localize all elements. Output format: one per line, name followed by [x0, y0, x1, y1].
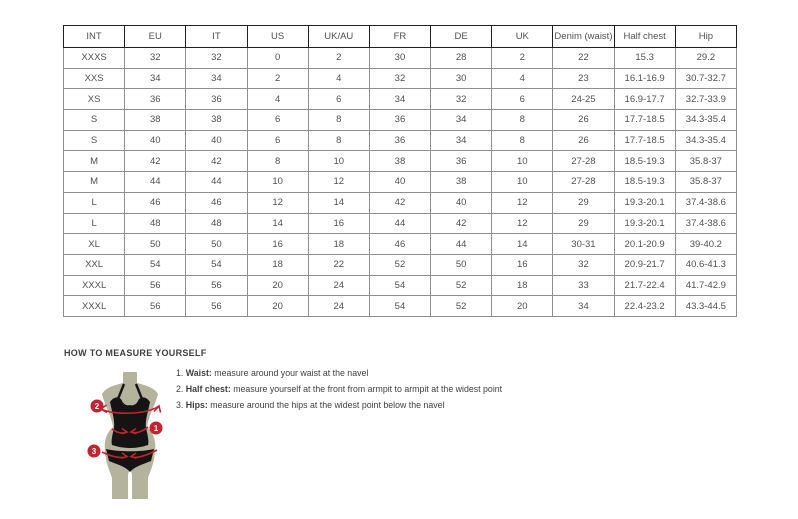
table-cell: 28 — [431, 48, 492, 69]
measure-instruction — [176, 401, 502, 410]
table-cell: 52 — [431, 275, 492, 296]
table-cell: 34 — [186, 68, 247, 89]
table-cell: 46 — [125, 192, 186, 213]
table-cell: 38 — [369, 151, 430, 172]
table-cell: 20.1-20.9 — [614, 234, 675, 255]
table-row — [64, 48, 737, 69]
table-row — [64, 110, 737, 131]
table-cell: 44 — [125, 172, 186, 193]
table-cell: 30-31 — [553, 234, 614, 255]
table-row — [64, 68, 737, 89]
marker-number-1: 1 — [153, 424, 159, 433]
table-row — [64, 192, 737, 213]
table-cell: 16 — [492, 254, 553, 275]
table-cell: 40 — [186, 130, 247, 151]
table-cell: 36 — [186, 89, 247, 110]
table-cell: 10 — [247, 172, 308, 193]
table-cell: 19.3-20.1 — [614, 192, 675, 213]
table-cell: 50 — [431, 254, 492, 275]
table-cell: 39-40.2 — [675, 234, 736, 255]
table-cell: 40 — [369, 172, 430, 193]
table-cell: 16.1-16.9 — [614, 68, 675, 89]
table-row — [64, 151, 737, 172]
table-cell: 27-28 — [553, 172, 614, 193]
table-cell: 35.8-37 — [675, 151, 736, 172]
table-cell: 20 — [247, 296, 308, 317]
table-cell: 54 — [369, 275, 430, 296]
table-cell: 12 — [247, 192, 308, 213]
instruction-number: 3. — [176, 400, 186, 410]
table-cell: XXS — [64, 68, 125, 89]
table-cell: 34 — [553, 296, 614, 317]
table-cell: 16.9-17.7 — [614, 89, 675, 110]
measure-marker-hips — [88, 445, 101, 458]
table-cell: 22 — [553, 48, 614, 69]
table-cell: M — [64, 172, 125, 193]
instruction-text: measure around the hips at the widest point below the navel — [207, 400, 445, 410]
table-cell: 56 — [186, 296, 247, 317]
column-header: DE — [431, 26, 492, 48]
table-cell: 2 — [308, 48, 369, 69]
table-cell: 18 — [247, 254, 308, 275]
table-cell: 2 — [492, 48, 553, 69]
column-header: UK — [492, 26, 553, 48]
table-cell: 10 — [308, 151, 369, 172]
table-cell: 32 — [125, 48, 186, 69]
table-cell: 37.4-38.6 — [675, 192, 736, 213]
table-cell: 6 — [308, 89, 369, 110]
table-cell: 26 — [553, 110, 614, 131]
table-header-row — [64, 26, 737, 48]
table-cell: 32 — [431, 89, 492, 110]
table-cell: XXXL — [64, 275, 125, 296]
table-cell: 2 — [247, 68, 308, 89]
size-chart-body — [64, 48, 737, 317]
table-cell: 54 — [369, 296, 430, 317]
column-header: INT — [64, 26, 125, 48]
measure-instructions — [176, 369, 502, 417]
table-cell: 6 — [492, 89, 553, 110]
mannequin-figure — [84, 372, 166, 500]
table-cell: 40.6-41.3 — [675, 254, 736, 275]
table-cell: 22 — [308, 254, 369, 275]
size-chart-header — [64, 26, 737, 48]
table-cell: 56 — [186, 275, 247, 296]
table-cell: 14 — [247, 213, 308, 234]
table-cell: 10 — [492, 151, 553, 172]
table-cell: 41.7-42.9 — [675, 275, 736, 296]
table-row — [64, 234, 737, 255]
table-cell: 38 — [125, 110, 186, 131]
table-cell: 42 — [125, 151, 186, 172]
table-cell: 16 — [308, 213, 369, 234]
table-cell: 14 — [308, 192, 369, 213]
column-header: Half chest — [614, 26, 675, 48]
table-cell: 44 — [369, 213, 430, 234]
table-cell: 36 — [369, 130, 430, 151]
column-header: FR — [369, 26, 430, 48]
table-cell: 6 — [247, 110, 308, 131]
table-cell: 30 — [369, 48, 430, 69]
table-cell: 56 — [125, 275, 186, 296]
table-cell: 42 — [186, 151, 247, 172]
table-row — [64, 254, 737, 275]
instruction-text: measure yourself at the front from armpit to armpit at the widest point — [230, 384, 503, 394]
table-cell: XS — [64, 89, 125, 110]
table-cell: XL — [64, 234, 125, 255]
table-cell: 17.7-18.5 — [614, 110, 675, 131]
table-cell: 24-25 — [553, 89, 614, 110]
table-cell: 12 — [492, 213, 553, 234]
table-cell: 24 — [308, 296, 369, 317]
table-cell: 43.3-44.5 — [675, 296, 736, 317]
table-cell: 35.8-37 — [675, 172, 736, 193]
table-cell: XXL — [64, 254, 125, 275]
how-to-measure-title: HOW TO MEASURE YOURSELF — [64, 348, 207, 358]
table-cell: 44 — [186, 172, 247, 193]
table-cell: 46 — [186, 192, 247, 213]
table-row — [64, 130, 737, 151]
table-cell: 18 — [308, 234, 369, 255]
instruction-number: 1. — [176, 368, 186, 378]
table-cell: 30.7-32.7 — [675, 68, 736, 89]
instruction-label: Hips: — [185, 400, 208, 410]
table-cell: 18.5-19.3 — [614, 151, 675, 172]
table-cell: 42 — [369, 192, 430, 213]
table-cell: 34 — [431, 130, 492, 151]
table-cell: 14 — [492, 234, 553, 255]
table-cell: 50 — [125, 234, 186, 255]
table-cell: 32 — [553, 254, 614, 275]
table-cell: 38 — [186, 110, 247, 131]
table-cell: 27-28 — [553, 151, 614, 172]
table-row — [64, 275, 737, 296]
table-cell: 8 — [308, 110, 369, 131]
table-cell: 42 — [431, 213, 492, 234]
table-cell: 29 — [553, 192, 614, 213]
column-header: IT — [186, 26, 247, 48]
table-cell: 34 — [431, 110, 492, 131]
table-cell: 44 — [431, 234, 492, 255]
measure-instruction — [176, 369, 502, 378]
table-cell: S — [64, 130, 125, 151]
table-cell: 32 — [369, 68, 430, 89]
table-cell: 4 — [247, 89, 308, 110]
table-cell: 26 — [553, 130, 614, 151]
table-cell: 16 — [247, 234, 308, 255]
table-cell: 52 — [431, 296, 492, 317]
table-cell: 12 — [492, 192, 553, 213]
measure-instruction — [176, 385, 502, 394]
table-cell: 46 — [369, 234, 430, 255]
table-cell: 8 — [492, 110, 553, 131]
table-cell: 15.3 — [614, 48, 675, 69]
table-cell: 34.3-35.4 — [675, 110, 736, 131]
table-cell: 23 — [553, 68, 614, 89]
table-cell: 36 — [369, 110, 430, 131]
table-cell: 18.5-19.3 — [614, 172, 675, 193]
table-cell: S — [64, 110, 125, 131]
table-cell: 29 — [553, 213, 614, 234]
column-header: US — [247, 26, 308, 48]
table-cell: 17.7-18.5 — [614, 130, 675, 151]
table-cell: 10 — [492, 172, 553, 193]
instruction-label: Waist: — [185, 368, 212, 378]
marker-number-3: 3 — [91, 447, 97, 456]
column-header: Hip — [675, 26, 736, 48]
marker-number-2: 2 — [94, 402, 100, 411]
instruction-number: 2. — [176, 384, 186, 394]
table-cell: XXXS — [64, 48, 125, 69]
table-cell: 30 — [431, 68, 492, 89]
table-cell: 20.9-21.7 — [614, 254, 675, 275]
table-cell: 22.4-23.2 — [614, 296, 675, 317]
table-cell: 8 — [492, 130, 553, 151]
table-cell: 48 — [186, 213, 247, 234]
table-cell: 54 — [186, 254, 247, 275]
table-cell: 50 — [186, 234, 247, 255]
table-cell: 0 — [247, 48, 308, 69]
instruction-text: measure around your waist at the navel — [211, 368, 369, 378]
table-cell: 34 — [369, 89, 430, 110]
table-cell: 20 — [247, 275, 308, 296]
table-cell: 4 — [308, 68, 369, 89]
table-cell: 40 — [431, 192, 492, 213]
table-cell: 38 — [431, 172, 492, 193]
table-cell: 32.7-33.9 — [675, 89, 736, 110]
table-cell: 21.7-22.4 — [614, 275, 675, 296]
table-cell: 32 — [186, 48, 247, 69]
table-cell: L — [64, 192, 125, 213]
table-cell: 37.4-38.6 — [675, 213, 736, 234]
table-cell: 6 — [247, 130, 308, 151]
table-row — [64, 296, 737, 317]
size-chart-table — [63, 25, 737, 317]
table-cell: 4 — [492, 68, 553, 89]
table-row — [64, 89, 737, 110]
table-cell: 19.3-20.1 — [614, 213, 675, 234]
table-cell: 20 — [492, 296, 553, 317]
table-cell: 8 — [247, 151, 308, 172]
table-cell: 18 — [492, 275, 553, 296]
column-header: EU — [125, 26, 186, 48]
table-cell: 56 — [125, 296, 186, 317]
table-cell: 34 — [125, 68, 186, 89]
table-cell: XXXL — [64, 296, 125, 317]
instruction-label: Half chest: — [185, 384, 231, 394]
column-header: UK/AU — [308, 26, 369, 48]
table-row — [64, 172, 737, 193]
table-cell: L — [64, 213, 125, 234]
table-cell: 34.3-35.4 — [675, 130, 736, 151]
table-cell: 54 — [125, 254, 186, 275]
table-cell: 8 — [308, 130, 369, 151]
table-row — [64, 213, 737, 234]
column-header: Denim (waist) — [553, 26, 614, 48]
table-cell: 52 — [369, 254, 430, 275]
table-cell: M — [64, 151, 125, 172]
table-cell: 12 — [308, 172, 369, 193]
table-cell: 40 — [125, 130, 186, 151]
table-cell: 33 — [553, 275, 614, 296]
mannequin-illustration — [84, 372, 166, 500]
table-cell: 29.2 — [675, 48, 736, 69]
table-cell: 36 — [431, 151, 492, 172]
table-cell: 48 — [125, 213, 186, 234]
measure-marker-waist — [150, 422, 163, 435]
table-cell: 24 — [308, 275, 369, 296]
measure-marker-bust — [91, 400, 104, 413]
table-cell: 36 — [125, 89, 186, 110]
